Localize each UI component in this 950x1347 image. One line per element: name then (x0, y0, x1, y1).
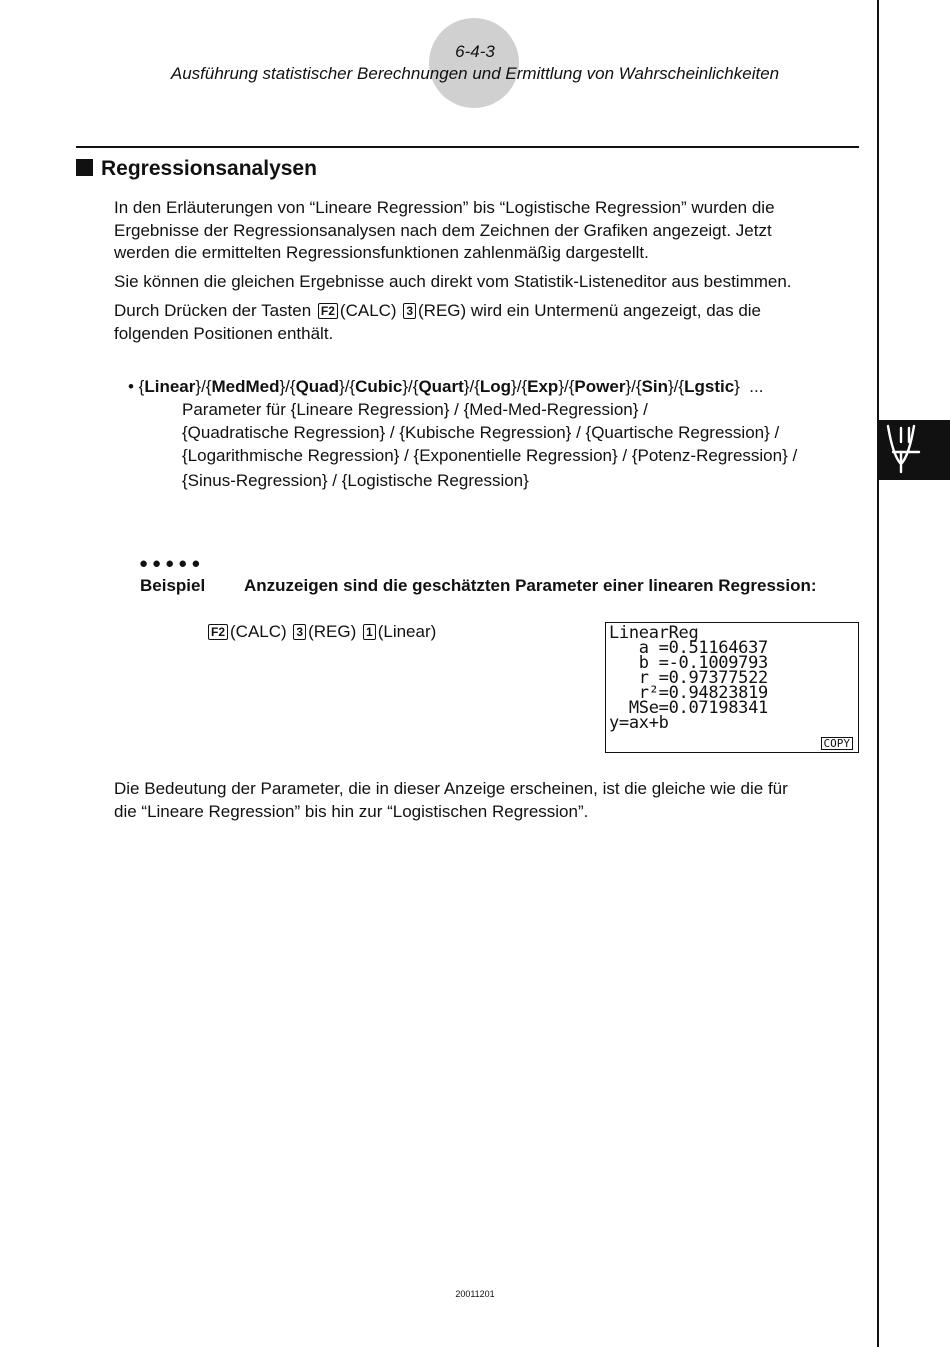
menu-desc-line-3: {Logarithmische Regression} / {Exponentielle Regression} / {Potenz-Regression} / (182, 446, 798, 465)
page-number: 6-4-3 (455, 42, 495, 61)
menu-medmed: MedMed (211, 377, 280, 396)
direct-results-paragraph: Sie können die gleichen Ergebnisse auch direkt vom Statistik-Listeneditor aus bestimmen. (114, 272, 792, 291)
menu-desc-line-1: Parameter für {Lineare Regression} / {Med-Med-Regression} / (182, 400, 648, 419)
intro-line-3: werden die ermittelten Regressionsfunktionen zahlenmäßig dargestellt. (114, 243, 649, 262)
screen-line-b: b =-0.1009793 (609, 653, 768, 673)
intro-line-1: In den Erläuterungen von “Lineare Regression” bis “Logistische Regression” wurden die (114, 198, 775, 217)
menu-quad: Quad (295, 377, 340, 396)
calc-label: (CALC) (230, 622, 287, 641)
submenu-text-line2: folgenden Positionen enthält. (114, 323, 334, 343)
closing-paragraph (114, 778, 844, 823)
footer-code: 20011201 (455, 1289, 495, 1299)
closing-line-2: die “Lineare Regression” bis hin zur “Logistischen Regression”. (114, 801, 589, 821)
key-1: 1 (363, 624, 376, 640)
bullet-mark: • (128, 377, 134, 396)
menu-description (182, 398, 797, 492)
copy-softkey: COPY (821, 737, 854, 750)
menu-linear: Linear (144, 377, 196, 396)
menu-lgstic: Lgstic (684, 377, 735, 396)
linear-label: (Linear) (377, 622, 437, 641)
menu-desc-line-4: {Sinus-Regression} / {Logistische Regression} (182, 471, 529, 490)
calculator-screen (605, 622, 859, 753)
key-sequence (206, 622, 436, 642)
menu-desc-line-2: {Quadratische Regression} / {Kubische Regression} / {Quartische Regression} / (182, 423, 780, 442)
example-label: Beispiel (140, 576, 206, 595)
chapter-title: Ausführung statistischer Berechnungen und Ermittlung von Wahrscheinlichkeiten (170, 64, 780, 83)
menu-item-list: • {Linear}/{MedMed}/{Quad}/{Cubic}/{Quart}/{Log}/{Exp}/{Power}/{Sin}/{Lgstic} ... (128, 377, 764, 396)
menu-ellipsis: ... (749, 377, 764, 396)
submenu-text-before: Durch Drücken der Tasten (114, 301, 312, 320)
f2-key: F2 (208, 624, 228, 640)
chapter-tab (879, 420, 950, 480)
menu-log: Log (479, 377, 512, 396)
key-3: 3 (293, 624, 306, 640)
screen-line-a: a =0.51164637 (609, 638, 768, 658)
f2-key: F2 (318, 303, 338, 319)
section-title: Regressionsanalysen (101, 157, 317, 180)
menu-exp: Exp (527, 377, 559, 396)
section-divider (76, 146, 859, 148)
square-bullet-icon (76, 159, 93, 176)
closing-line-1: Die Bedeutung der Parameter, die in dieser Anzeige erscheinen, ist die gleiche wie die für (114, 779, 788, 798)
calc-label: (CALC) (339, 301, 397, 320)
screen-line-r: r =0.97377522 (609, 668, 768, 688)
screen-line-formula: y=ax+b (609, 713, 669, 733)
menu-sin: Sin (641, 377, 668, 396)
screen-title: LinearReg (609, 623, 699, 643)
section-heading (76, 157, 317, 181)
reg-label: (REG) (308, 622, 357, 641)
screen-line-mse: MSe=0.07198341 (609, 698, 768, 718)
margin-rule (877, 0, 879, 1347)
intro-line-2: Ergebnisse der Regressionsanalysen nach dem Zeichnen der Grafiken angezeigt. Jetzt (114, 220, 772, 240)
page-number-circle (429, 18, 519, 108)
example-text: Anzuzeigen sind die geschätzten Parameter einer linearen Regression: (244, 576, 817, 595)
screen-line-r2: r²=0.94823819 (609, 683, 768, 703)
submenu-paragraph (114, 300, 844, 345)
menu-cubic: Cubic (355, 377, 403, 396)
menu-power: Power (574, 377, 626, 396)
menu-quart: Quart (418, 377, 464, 396)
example-dots: ●●●●● (139, 555, 205, 572)
intro-paragraph (114, 197, 844, 265)
key-3: 3 (403, 303, 416, 319)
submenu-text-after: (REG) wird ein Untermenü angezeigt, das die (418, 301, 762, 320)
statistics-chapter-icon (879, 420, 950, 480)
